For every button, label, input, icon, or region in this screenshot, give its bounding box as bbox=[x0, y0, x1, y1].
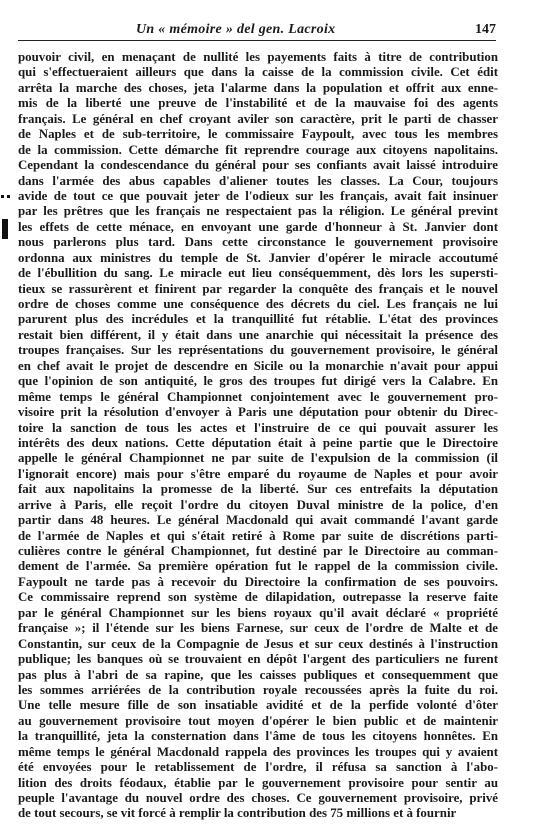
text-line: au gouvernement provisoire tout moyen d'opérer le bien public et de maintenir bbox=[18, 713, 498, 728]
text-line: de l'ébullition du sang. Le miracle eut lieu conséquemment, dès lors les supersti- bbox=[18, 266, 498, 281]
text-line: nous parlerons plus tard. Dans cette circonstance le gouvernement provisoire bbox=[18, 235, 498, 250]
text-line: que l'opinion de son antiquité, le gros des troupes fut dirigé vers la Calabre. En bbox=[18, 374, 498, 389]
text-line: ordre de choses comme une conséquence des décrets du ciel. Les français ne lui bbox=[18, 297, 498, 311]
text-line: mis de la liberté une preuve de l'instabilité et de la mauvaise foi des agents bbox=[18, 96, 498, 111]
text-line: arrive à Paris, elle reçoit l'ordre du citoyen Duval ministre de la police, d'en bbox=[18, 497, 498, 512]
running-title: Un « mémoire » del gen. Lacroix bbox=[136, 22, 336, 37]
text-line: culières contre le général Championnet, fut destiné par le Directoire au comman- bbox=[18, 544, 498, 558]
text-line: pas plus à l'abri de sa rapine, que les caisses publiques et consequemment que bbox=[18, 667, 498, 682]
text-line: qui s'effectueraient ailleurs que dans la caisse de la commission civile. Cet édit bbox=[18, 65, 498, 80]
text-line: toire la sanction de tous les actes et l'instruire de ce qui pouvait assurer les bbox=[18, 420, 498, 435]
text-line: Faypoult ne tarde pas à recevoir du Directoire la confirmation de ses pouvoirs. bbox=[18, 574, 498, 589]
text-line: Cependant la condescendance du général pour ses confiants avait laissé introduire bbox=[18, 158, 498, 173]
text-line: lition des droits féodaux, établie par le gouvernement provisoire pour sentir au bbox=[18, 775, 498, 790]
text-line: dement de l'armée. Sa première opération fut le rappel de la commission civile. bbox=[18, 559, 498, 574]
text-line: dans l'armée des abus capables d'aliener toutes les classes. La Cour, toujours bbox=[18, 173, 498, 188]
text-line: publique; les banques où se trouvaient en dépôt l'argent des particuliers ne furent bbox=[18, 652, 498, 667]
running-header bbox=[18, 22, 496, 41]
page-number: 147 bbox=[475, 22, 496, 37]
text-line: la tranquillité, jeta la consternation dans l'âme de tous les citoyens honnêtes. En bbox=[18, 729, 498, 744]
text-line: parurent plus des incrédules et la tranquillité fut rétablie. L'état des provinces bbox=[18, 312, 498, 327]
text-line: troupes françaises. Sur les représentations du gouvernement provisoire, le général bbox=[18, 343, 498, 358]
text-line: fait aux napolitains la promesse de la liberté. Sur ces entrefaits la députation bbox=[18, 482, 498, 497]
text-line: été envoyées pour le retablissement de l'ordre, il réfusa sa sanction à l'abo- bbox=[18, 760, 498, 775]
text-line: l'ignorait encore) mais pour s'être emparé du royaume de Naples et pour avoir bbox=[18, 466, 498, 481]
text-line: ordonna aux ministres du temple de St. Janvier d'opérer le miracle accoutumé bbox=[18, 250, 498, 265]
margin-marks bbox=[0, 195, 12, 245]
text-line: même temps le général Macdonald rappela des provinces les troupes qui y avaient bbox=[18, 744, 498, 759]
text-line: en chef avait le projet de descendre en Sicile ou la monarchie n'avait pour appui bbox=[18, 358, 498, 373]
text-line: française »; il l'étende sur les biens Farnese, sur ceux de l'ordre de Malte et de bbox=[18, 621, 498, 636]
text-line: restait bien différent, il y était dans une anarchie qui nécessitait la présence des bbox=[18, 327, 498, 342]
text-line: tieux se rassurèrent et finirent par regarder la conquête des français et le nouvel bbox=[18, 281, 498, 296]
text-line: de tout secours, se vit forcé à remplir la contribution des 75 millions et à fournir bbox=[18, 806, 457, 821]
text-line: arrêta la marche des choses, jeta l'alarme dans la population et offrit aux enne- bbox=[18, 80, 498, 95]
text-line: de Naples et de sub-territoire, le commissaire Faypoult, avec tous les membres bbox=[18, 127, 498, 142]
text-line: Une telle mesure fille de son insatiable avidité et de la perfide volonté d'ôter bbox=[18, 698, 498, 713]
margin-dot bbox=[7, 195, 10, 198]
text-line: visoire prit la résolution d'envoyer à Paris une députation pour obtenir du Direc- bbox=[18, 405, 498, 420]
text-line: par le général Championnet sur les biens royaux qu'il avait déclaré « propriété bbox=[18, 605, 498, 620]
text-line: intérêts des deux nations. Cette députation était à peine partie que le Directoire bbox=[18, 435, 498, 450]
body-text bbox=[18, 50, 498, 822]
text-line: les sommes arriérées de la contribution royale recoussées après la fuite du roi. bbox=[18, 682, 498, 697]
text-line: par les prêtres que les français ne respectaient pas la réligion. Le général prevint bbox=[18, 204, 498, 219]
text-line: partir dans 48 heures. Le général Macdonald qui avait commandé l'avant garde bbox=[18, 513, 498, 528]
text-line: pouvoir civil, en menaçant de nullité les payements faits à titre de contribution bbox=[18, 50, 498, 64]
text-line: appelle le général Championnet ne par suite de l'expulsion de la commission (il bbox=[18, 451, 498, 466]
text-line: même temps le général Championnet conjointement avec le gouvernement pro- bbox=[18, 389, 498, 404]
text-line: Constantin, sur ceux de la Compagnie de Jesus et sur ceux destinés à l'instruction bbox=[18, 636, 498, 651]
text-line: avide de tout ce que pouvait jeter de l'odieux sur les français, avait fait insinuer bbox=[18, 188, 498, 203]
text-line: français. Le général en chef croyant aviler son caractère, prit le parti de chasser bbox=[18, 111, 498, 126]
margin-dot bbox=[1, 195, 4, 198]
text-line: de l'armée de Naples et qui s'était retiré à Rome par suite de discrétions parti- bbox=[18, 528, 498, 543]
text-line: Ce commissaire reprend son système de dilapidation, outrepasse la reserve faite bbox=[18, 590, 498, 605]
text-line: peuple l'avantage du nouvel ordre des choses. Ce gouvernement provisoire, privé bbox=[18, 791, 498, 805]
text-line: les effets de cette ménace, en envoyant une garde d'honneur à St. Janvier dont bbox=[18, 219, 498, 234]
margin-bar bbox=[2, 219, 8, 239]
text-line: de la commission. Cette démarche fit reprendre courage aux citoyens napolitains. bbox=[18, 142, 498, 157]
